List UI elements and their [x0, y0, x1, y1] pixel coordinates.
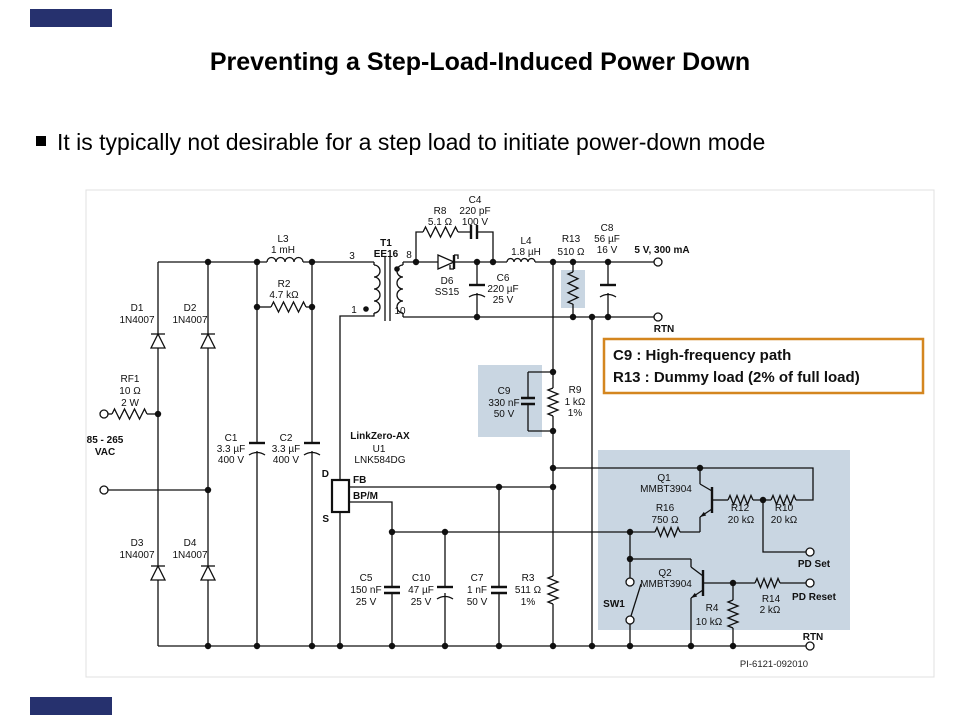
svg-text:750 Ω: 750 Ω	[651, 515, 679, 526]
label-rf1: RF1	[120, 374, 140, 385]
svg-text:50 V: 50 V	[466, 597, 488, 608]
svg-text:150 nF: 150 nF	[350, 585, 382, 596]
label-r13: R13	[561, 234, 581, 245]
label-pd-reset: PD Reset	[792, 592, 836, 603]
svg-text:1.8 µH: 1.8 µH	[511, 247, 541, 258]
label-q2: Q2	[658, 568, 672, 579]
label-c6: C6	[496, 273, 510, 284]
svg-text:MMBT3904: MMBT3904	[640, 484, 692, 495]
svg-text:511 Ω: 511 Ω	[514, 585, 542, 596]
label-c10: C10	[411, 573, 431, 584]
label-r10: R10	[774, 503, 794, 514]
label-pin1: 1	[351, 305, 357, 316]
label-l3: L3	[277, 234, 289, 245]
svg-text:400 V: 400 V	[272, 455, 300, 466]
label-output: 5 V, 300 mA	[634, 245, 690, 256]
label-d4: D4	[183, 538, 197, 549]
svg-text:EE16: EE16	[373, 249, 399, 260]
label-t1: T1	[380, 238, 392, 249]
svg-text:220 pF: 220 pF	[459, 206, 491, 217]
label-d2: D2	[183, 303, 197, 314]
label-pin-d: D	[321, 469, 329, 480]
label-r16: R16	[655, 503, 675, 514]
svg-text:56 µF: 56 µF	[594, 234, 620, 245]
svg-text:47 µF: 47 µF	[408, 585, 434, 596]
svg-text:25 V: 25 V	[410, 597, 432, 608]
label-c2: C2	[279, 433, 293, 444]
svg-text:400 V: 400 V	[217, 455, 245, 466]
label-pin10: 10	[394, 306, 406, 317]
slide-title: Preventing a Step-Load-Induced Power Down	[209, 48, 751, 76]
label-input-unit: VAC	[94, 447, 116, 458]
svg-text:16 V: 16 V	[596, 245, 618, 256]
svg-text:MMBT3904: MMBT3904	[640, 579, 692, 590]
svg-text:2 W: 2 W	[121, 398, 139, 409]
label-rtn-out: RTN	[653, 324, 675, 335]
label-r3: R3	[521, 573, 535, 584]
svg-text:330 nF: 330 nF	[488, 398, 520, 409]
svg-text:2 kΩ: 2 kΩ	[759, 605, 781, 616]
label-c8: C8	[600, 223, 614, 234]
label-pin-fb: FB	[353, 475, 367, 486]
label-d6: D6	[440, 276, 454, 287]
svg-text:3.3 µF: 3.3 µF	[216, 444, 246, 455]
svg-text:10 Ω: 10 Ω	[119, 386, 141, 397]
diode-d6-symbol	[438, 255, 458, 269]
bottom-accent-bar	[30, 697, 112, 715]
svg-text:220 µF: 220 µF	[487, 284, 519, 295]
label-r9: R9	[568, 385, 582, 396]
svg-text:1 mH: 1 mH	[271, 245, 295, 256]
label-q1: Q1	[657, 473, 671, 484]
label-c5: C5	[359, 573, 373, 584]
svg-text:1%: 1%	[520, 597, 536, 608]
label-pin3: 3	[349, 251, 355, 262]
label-c4: C4	[468, 195, 482, 206]
label-r14: R14	[761, 594, 781, 605]
label-r8: R8	[433, 206, 447, 217]
label-c9: C9	[497, 386, 511, 397]
svg-text:50 V: 50 V	[493, 409, 515, 420]
svg-text:25 V: 25 V	[492, 295, 514, 306]
label-pd-set: PD Set	[797, 559, 831, 570]
label-pin-bpm: BP/M	[353, 491, 378, 502]
bullet-text: It is typically not desirable for a step load to initiate power-down mode	[57, 129, 766, 155]
svg-text:1 kΩ: 1 kΩ	[564, 397, 586, 408]
label-c1: C1	[224, 433, 238, 444]
svg-text:4.7 kΩ: 4.7 kΩ	[269, 290, 299, 301]
label-u1-part: LNK584DG	[354, 455, 406, 466]
svg-text:100 V: 100 V	[461, 217, 489, 228]
label-input-range: 85 - 265	[86, 435, 124, 446]
svg-text:20 kΩ: 20 kΩ	[770, 515, 798, 526]
label-sw1: SW1	[603, 599, 625, 610]
svg-text:510 Ω: 510 Ω	[557, 247, 585, 258]
label-u1-ref: U1	[372, 444, 386, 455]
label-u1-family: LinkZero-AX	[350, 431, 410, 442]
svg-text:1 nF: 1 nF	[466, 585, 488, 596]
svg-text:1N4007: 1N4007	[172, 315, 208, 326]
label-r12: R12	[730, 503, 750, 514]
label-l4: L4	[520, 236, 532, 247]
label-c7: C7	[470, 573, 484, 584]
svg-text:5.1 Ω: 5.1 Ω	[427, 217, 453, 228]
top-accent-bar	[30, 9, 112, 27]
label-d3: D3	[130, 538, 144, 549]
svg-text:1N4007: 1N4007	[172, 550, 208, 561]
svg-text:SS15: SS15	[434, 287, 460, 298]
capacitor-plates	[249, 225, 616, 599]
label-pin-s: S	[322, 514, 329, 525]
svg-text:1%: 1%	[567, 408, 583, 419]
label-rtn-bottom: RTN	[802, 632, 824, 643]
svg-text:1N4007: 1N4007	[119, 315, 155, 326]
annotation-line2: R13 : Dummy load (2% of full load)	[613, 369, 860, 386]
svg-text:20 kΩ: 20 kΩ	[727, 515, 755, 526]
label-d1: D1	[130, 303, 144, 314]
svg-text:1N4007: 1N4007	[119, 550, 155, 561]
ic-u1-symbol	[332, 480, 349, 512]
svg-text:25 V: 25 V	[355, 597, 377, 608]
wires	[108, 227, 813, 646]
pd-circuit-highlight	[598, 450, 850, 630]
label-r4: R4	[705, 603, 719, 614]
annotation-line1: C9 : High-frequency path	[613, 347, 792, 364]
schematic-part-number: PI-6121-092010	[739, 659, 809, 670]
label-r2: R2	[277, 279, 291, 290]
svg-text:10 kΩ: 10 kΩ	[695, 617, 723, 628]
label-pin8: 8	[406, 250, 412, 261]
svg-text:3.3 µF: 3.3 µF	[271, 444, 301, 455]
annotation-box	[604, 339, 923, 393]
